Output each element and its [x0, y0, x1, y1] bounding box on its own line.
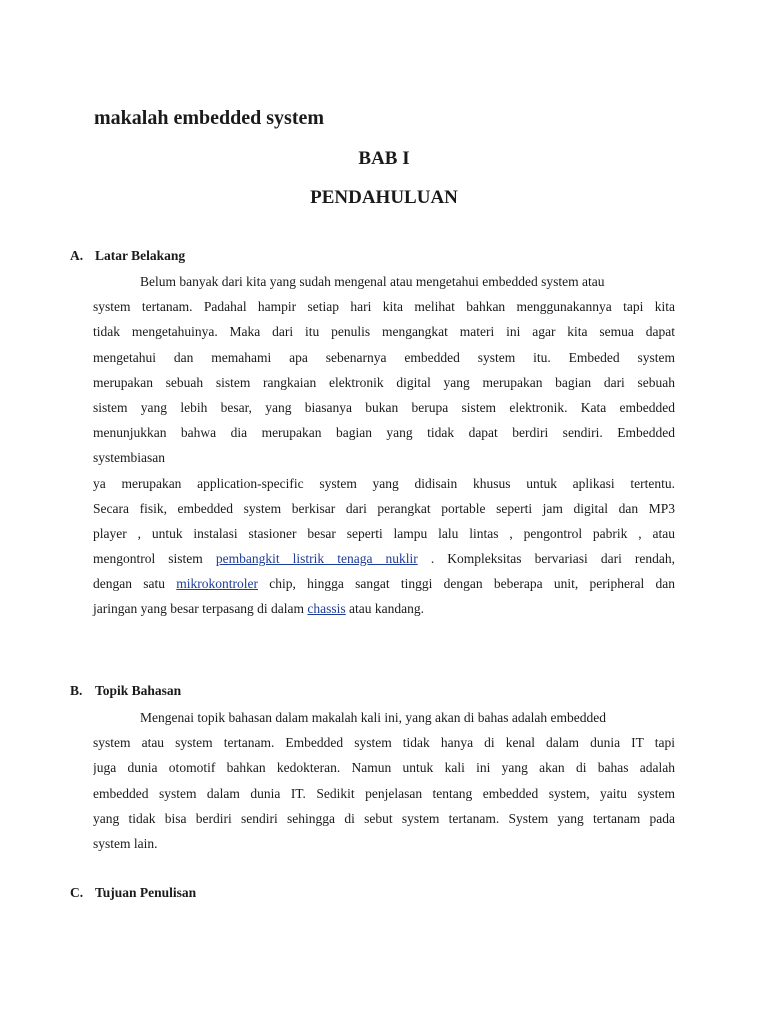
document-title: makalah embedded system — [94, 107, 325, 129]
paragraph-line: system lain. — [93, 835, 158, 851]
section-b-letter: B. — [70, 683, 83, 698]
section-b-heading — [70, 681, 181, 701]
paragraph-line: ya merupakan application-specific system yang didisain khusus untuk aplikasi tertentu. — [93, 475, 675, 491]
chapter-number: BAB I — [358, 148, 410, 169]
paragraph-line: mengetahui dan memahami apa sebenarnya embedded system itu. Embeded system — [93, 349, 675, 365]
line-text: dengan satu — [93, 576, 165, 592]
paragraph-line: sistem yang lebih besar, yang biasanya bukan berupa sistem elektronik. Kata embedded — [93, 399, 675, 415]
line-text: jaringan yang besar terpasang di dalam — [93, 601, 305, 617]
section-b-paragraph — [93, 705, 675, 856]
paragraph-line — [93, 546, 675, 571]
section-a-title: Latar Belakang — [95, 248, 186, 263]
section-a-heading — [70, 246, 185, 266]
section-c-letter: C. — [70, 885, 84, 900]
paragraph-line: Mengenai topik bahasan dalam makalah kali ini, yang akan di bahas adalah embedded — [140, 710, 606, 725]
paragraph-line: menunjukkan bahwa dia merupakan bagian yang tidak dapat berdiri sendiri. Embedded — [93, 425, 675, 441]
paragraph-line — [93, 571, 675, 596]
link-pembangkit-listrik[interactable]: pembangkit listrik tenaga nuklir — [215, 551, 418, 567]
paragraph-line: Secara fisik, embedded system berkisar dari perangkat portable seperti jam digital dan MP3 — [93, 500, 675, 516]
paragraph-line: embedded system dalam dunia IT. Sedikit penjelasan tentang embedded system, yaitu system — [93, 785, 675, 801]
paragraph-line: tidak mengetahuinya. Maka dari itu penulis mengangkat materi ini agar kita semua dapat — [93, 324, 675, 340]
paragraph-line: system atau system tertanam. Embedded system tidak hanya di kenal dalam dunia IT tapi — [93, 735, 675, 751]
section-b-title: Topik Bahasan — [95, 683, 182, 698]
line-text: chip, hingga sangat tinggi dengan beberapa unit, peripheral dan — [269, 576, 675, 592]
section-a-letter: A. — [70, 248, 84, 263]
link-mikrokontroler[interactable]: mikrokontroler — [176, 576, 258, 592]
line-text: atau kandang. — [349, 601, 425, 617]
paragraph-line — [93, 596, 675, 621]
paragraph-line: player , untuk instalasi stasioner besar seperti lampu lalu lintas , pengontrol pabrik , atau — [93, 525, 675, 541]
paragraph-line: systembiasan — [93, 450, 165, 466]
paragraph-line: juga dunia otomotif bahkan kedokteran. Namun untuk kali ini yang akan di bahas adalah — [93, 760, 675, 776]
paragraph-line: system tertanam. Padahal hampir setiap hari kita melihat bahkan menggunakannya tapi kita — [93, 299, 675, 315]
paragraph-line: Belum banyak dari kita yang sudah mengenal atau mengetahui embedded system atau — [140, 274, 605, 289]
section-a-paragraph — [93, 269, 675, 622]
section-c-heading — [70, 883, 196, 903]
line-text: mengontrol sistem — [93, 551, 203, 567]
link-chassis[interactable]: chassis — [307, 601, 346, 617]
section-c-title: Tujuan Penulisan — [95, 885, 197, 900]
paragraph-line: yang tidak bisa berdiri sendiri sehingga di sebut system tertanam. System yang tertanam pada — [93, 810, 675, 826]
paragraph-line: merupakan sebuah sistem rangkaian elektronik digital yang merupakan bagian dari sebuah — [93, 374, 675, 390]
line-text: . Kompleksitas bervariasi dari rendah, — [430, 551, 675, 567]
chapter-title: PENDAHULUAN — [310, 187, 458, 208]
